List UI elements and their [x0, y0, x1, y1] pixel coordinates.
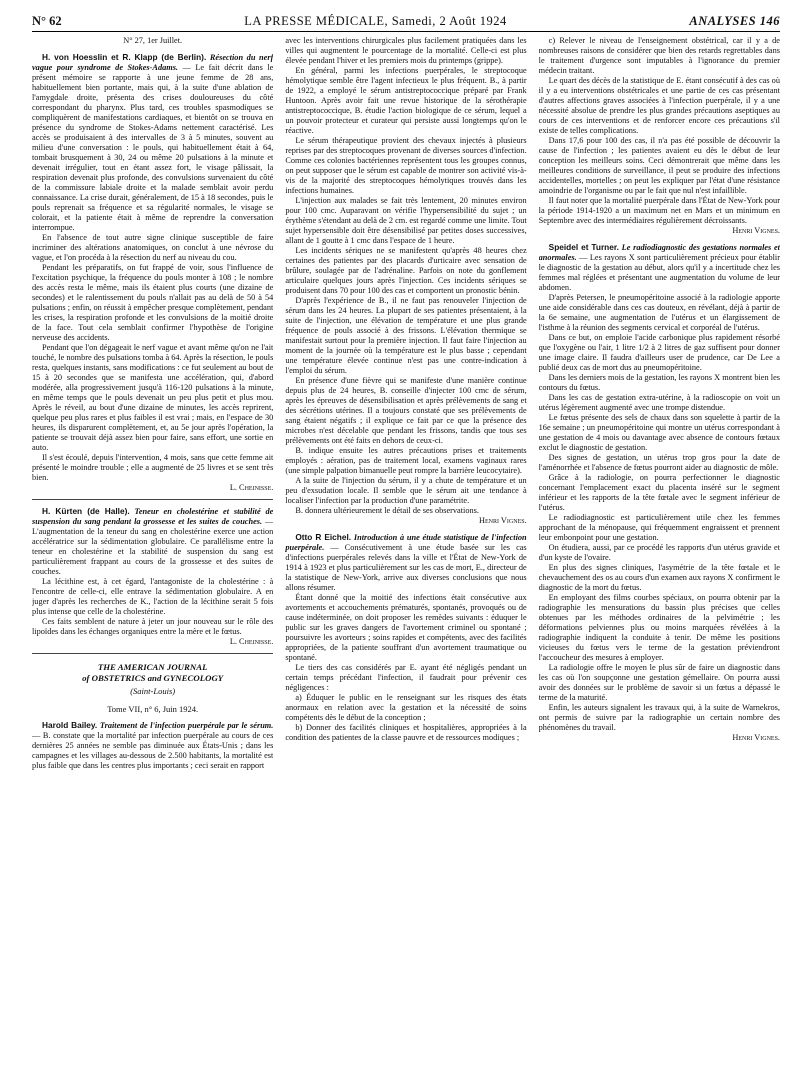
article-paragraph: Des signes de gestation, un utérus trop gros pour la date de l'aménorrhée et l'absence de fœtus pourront aider au diagnostic de môle. — [538, 453, 780, 472]
columns — [32, 36, 780, 1076]
article-paragraph: En l'absence de tout autre signe clinique susceptible de faire incriminer des altérations anatomiques, on conclut à une névrose du vague, et l'on procéda à la résection du nerf au niveau du cou. — [32, 233, 274, 262]
article-paragraph: Le sérum thérapeutique provient des chevaux injectés à plusieurs reprises par des streptocoques provenant de diverses sources d'infection. Comme ces colonies bactériennes représentent tous les groupes connus, on peut supposer que le sérum est capable de montrer son activité vis-à-vis de la majorité des streptocoques hémolytiques trouvés dans les infections humaines. — [285, 136, 527, 195]
article-paragraph: Le fœtus présente des sels de chaux dans son squelette à partir de la 16e semaine ; un pneumopéritoine qui montre un utérus correspondant à une gestation de 4 mois ou davantage avec absence de contours fœtaux exclut le diagnostic de gestation. — [538, 413, 780, 452]
article-paragraph: Dans ce but, on emploie l'acide carbonique plus rapidement résorbé que l'oxygène ou l'air, 1 litre 1/2 à 2 litres de gaz suffisent pour donner une image claire. Il faudra d'ailleurs user de prudence, car De Lee a publié deux cas de mort dus au pneumopéritoine. — [538, 333, 780, 372]
journal-tome: Tome VII, n° 6, Juin 1924. — [107, 704, 199, 714]
separator — [32, 499, 273, 500]
article-title: Introduction à une étude statistique de l'infection puerpérale. — [285, 533, 527, 552]
article-paragraph: En employant des films courbes spéciaux, on pourra obtenir par la radiographie les mensurations du bassin plus précises que celles obtenues par les méthodes ordinaires de la pelvimétrie ; les déformations pelviennes plus ou moins marquées révélées à la radiographie indiquent la conduite à tenir. De même les positions vicieuses du fœtus vers le terme de la gestation préviendront l'accoucheur des mesures à employer. — [538, 593, 780, 662]
article-title: Teneur en cholestérine et stabilité de suspension du sang pendant la grossesse et les suites de couches. — [32, 507, 274, 526]
article-paragraph: On étudiera, aussi, par ce procédé les rapports d'un utérus gravide et d'un kyste de l'ovaire. — [538, 543, 780, 562]
article-paragraph: Ces faits semblent de nature à jeter un jour nouveau sur le rôle des lipoïdes dans les échanges organiques entre la mère et le fœtus. — [32, 617, 274, 636]
article-paragraph: A la suite de l'injection du sérum, il y a chute de température et un peu d'exsudation locale. Il semble que le sérum ait une tendance à localiser l'infection par la production d'une paramétrite. — [285, 476, 527, 505]
article-paragraph: Le quart des décès de la statistique de E. étant consécutif à des cas où il y a eu interventions obstétricales et une partie de ces cas présentant d'autres affections graves associées à l'infection puerpérale, il y a une nécessité absolue de prendre les plus grandes précautions aseptiques au cours de ces interventions et de renforcer encore ces précautions s'il existe de telles complications. — [538, 76, 780, 135]
article-signature: Henri Vignes. — [732, 733, 780, 742]
article-text: — Les rayons X sont particulièrement précieux pour établir le diagnostic de la gestation au début, alors qu'il y a incertitude chez les femmes mal réglées et présentant une augmentation du volume de leur abdomen. — [538, 253, 780, 292]
article-paragraph: Dans 17,6 pour 100 des cas, il n'a pas été possible de découvrir la cause de l'infection ; les patientes avaient eu dès le début de leur conception les meilleurs soins. Ceci démontrerait que même dans les meilleures conditions de surveillance, il peut se produire des infections accidentelles, mortelles ; on peut les expliquer par l'état d'une résistance amoindrie de l'organisme ou par le fait que nul n'est infaillible. — [538, 136, 780, 195]
journal-city: (Saint-Louis) — [130, 686, 176, 696]
article-paragraph: Il s'est écoulé, depuis l'intervention, 4 mois, sans que cette femme ait présenté le moindre trouble ; elle a augmenté de 25 livres et se sent très bien. — [32, 453, 274, 482]
article-paragraph: Enfin, les auteurs signalent les travaux qui, à la suite de Warnekros, ont permis de suivre par la radiographie un certain nombre des phénomènes du travail. — [538, 703, 780, 732]
article-paragraph: Grâce à la radiologie, on pourra perfectionner le diagnostic concernant l'emplacement exact du placenta inséré sur le segment inférieur et les rapports de la tête fœtale avec le segment inférieur de l'utérus. — [538, 473, 780, 512]
article-paragraph: Les incidents sériques ne se manifestent qu'après 48 heures chez certaines des patientes par des placards d'urticaire avec sensation de brûlure, soulagée par de l'adrénaline. Parfois on note du gonflement articulaire quelques jours après l'injection. Ces incidents sériques se produisent dans 70 pour 100 des cas et comportent un pronostic bénin. — [285, 246, 527, 295]
journal-title: LA PRESSE MÉDICALE, Samedi, 2 Août 1924 — [244, 14, 507, 28]
separator — [32, 653, 273, 654]
article-bailey — [32, 720, 273, 771]
article-paragraph: Dans les cas de gestation extra-utérine, à la radioscopie on voit un utérus légèrement augmenté avec une trompe distendue. — [538, 393, 780, 412]
article-paragraph: Il faut noter que la mortalité puerpérale dans l'État de New-York pour la période 1914-1920 a un maximum net en Mars et un minimum en Septembre avec des intermédiaires régulièrement décroissants. — [538, 196, 780, 225]
article-speidel — [539, 242, 780, 743]
article-paragraph: Pendant les préparatifs, on fut frappé de voir, sous l'influence de l'excitation psychique, la fréquence du pouls monter à 108 ; le nombre des accès resta le même, mais ils étaient plus courts (une dizaine de secondes) et le ralentissement du pouls n'allait pas au delà de 50 à 54 pulsations ; enfin, on réussit à empêcher presque complètement, pendant les crises, la respiration profonde et les convulsions de la moitié droite de la face. Tout cela semblait confirmer l'hypothèse de l'origine nerveuse des accidents. — [32, 263, 274, 342]
article-paragraph: D'après l'expérience de B., il ne faut pas renouveler l'injection de sérum dans les 24 heures. La plupart de ses patientes présentaient, à la suite de l'injection, une élévation de température et une plus grande fréquence de pouls associé à des frissons. L'élévation thermique se manifestait surtout pour la première injection. Il faut faire l'injection au moment de la journée où la température est le plus basse ; cependant une température élevée continue n'est pas une contre-indication à l'emploi du sérum. — [285, 296, 527, 375]
article-text: — Consécutivement à une étude basée sur les cas d'infections puerpérales relevés dans la ville et l'État de New-York de 1914 à 1923 et plus particulièrement sur les cas de mort, E., directeur de la statistique de New-York, arrive aux diverses conclusions que nous allons résumer. — [285, 543, 527, 592]
article-paragraph: B. indique ensuite les autres précautions prises et traitements employés : aération, pas de traitement local, examens vaginaux rares (une simple palpation bimanuelle peut rompre la barrière leucocytaire). — [285, 446, 527, 475]
article-paragraph: Étant donné que la moitié des infections était consécutive aux avortements et accouchements prématurés, spontanés, provoqués ou de cause indéterminée, on doit proposer les remèdes suivants : éduquer le public sur les graves dangers de l'avortement criminel ou spontané ; poursuivre les avorteurs ; soins rapides et compétents, avec des facilités appropriées, de la patiente souffrant d'un avortement traumatique ou spontané. — [285, 593, 527, 662]
article-text: — Le fait décrit dans le présent mémoire se rapporte à une jeune femme de 28 ans, habituellement bien portante, mais qui, à la suite d'une ablation de l'amygdale droite, présenta des crises douloureuses du côté correspondant du pharynx. Plus tard, ces troubles spasmodiques se compliquèrent de manifestations cardiaques, et bientôt on se trouva en présence du syndrome de Stokes-Adams nettement caractérisé. Les accès se produisaient à des intervalles de 3 à 5 minutes, souvent au milieu d'une conversation : le pouls, qui habituellement était à 64, tombait brusquement à 30, 24 ou même 20 pulsations à la minute et devenait irrégulier, tout en étant assez fort, le visage pâlissait, la respiration devenait plus profonde, des convulsions survenaient du côté de la commissure labiale droite et la malade semblait avoir perdu connaissance. La crise durait, généralement, de 15 à 18 secondes, puis le pouls reprenait sa fréquence et sa régularité normales, le visage se colorait, et la patiente était à même de reprendre la conversation interrompue. — [32, 63, 274, 232]
article-paragraph: B. donnera ultérieurement le détail de ses observations. — [295, 506, 479, 515]
article-paragraph: a) Éduquer le public en le renseignant sur les risques des états anormaux en relation avec la gestation et la nécessité de soins compétents dès le début de la conception ; — [285, 693, 527, 722]
article-paragraph: Le radiodiagnostic est particulièrement utile chez les femmes approchant de la ménopause, qui fréquemment engraissent et prennent leur embonpoint pour une gestation. — [538, 513, 780, 542]
article-hoesslin — [32, 52, 273, 493]
issue-number: N° 62 — [32, 14, 62, 28]
column-1 — [32, 36, 273, 1076]
article-signature: L. Cheinisse. — [229, 483, 274, 492]
article-author: Harold Bailey. — [42, 720, 98, 730]
article-author: Speidel et Turner. — [548, 242, 619, 252]
column-2 — [285, 36, 526, 1076]
article-signature: Henri Vignes. — [732, 226, 780, 235]
article-text: — L'augmentation de la teneur du sang en cholestérine exerce une action accélératrice sur la sédimentation globulaire. Ce parallélisme entre la teneur en cholestérine et la stabilité de suspension du sang est particulièrement frappant au cours de la grossesse et des suites de couches. — [32, 517, 274, 576]
article-paragraph: En présence d'une fièvre qui se manifeste d'une manière continue depuis plus de 24 heures, B. conseille d'injecter 100 cmc de sérum, après les épreuves de désensibilisation et après prélèvements de sang et des sécrétions utérines. Il a toujours constaté que ses prélèvements de sang étaient négatifs ; il explique ce fait par ce que la présence des microbes n'est décelable que pendant les frissons, tandis que tous ses prélèvements ont été faits en dehors de ceux-ci. — [285, 376, 527, 445]
article-eichel — [285, 532, 526, 743]
article-kurten — [32, 506, 273, 647]
article-signature: Henri Vignes. — [479, 516, 527, 525]
article-paragraph: b) Donner des facilités cliniques et hospitalières, appropriées à la condition des patientes de la classe pauvre et de ressources modiques ; — [285, 723, 527, 742]
article-paragraph: En plus des signes cliniques, l'asymétrie de la tête fœtale et le chevauchement des os au cours d'un examen aux rayons X confirment le diagnostic de la mort du fœtus. — [538, 563, 780, 592]
article-paragraph: c) Relever le niveau de l'enseignement obstétrical, car il y a de nombreuses raisons de considérer que bien des retards regrettables dans le traitement d'urgence sont imputables à l'ignorance du premier médecin traitant. — [538, 36, 780, 75]
article-signature: L. Cheinisse. — [229, 637, 274, 646]
article-paragraph: En général, parmi les infections puerpérales, le streptocoque hémolytique semble être l'agent infectieux le plus fréquent. B., à partir de 1922, a employé le sérum antistreptococcique préparé par Frank Huntoon. Après avoir fait une revue historique de la sérothérapie antistreptococcique, B. étudie l'action biologique de ce sérum, lequel a un pouvoir protecteur et curateur qui persiste aussi longtemps qu'on le réactive. — [285, 66, 527, 135]
article-text: — B. constate que la mortalité par infection puerpérale au cours de ces dernières 25 années ne semble pas diminuée aux États-Unis ; dans les campagnes et les villages au-dessous de 2.500 habitants, la mortalité est plus faible que dans les centres plus importants ; ceci serait en rapport — [32, 731, 274, 770]
journal-name-line1: THE AMERICAN JOURNAL — [97, 662, 208, 672]
article-paragraph: Dans les derniers mois de la gestation, les rayons X montrent bien les contours du fœtus. — [538, 373, 780, 392]
article-title: Résection du nerf vague pour syndrome de Stokes-Adams. — [32, 53, 274, 72]
article-title: Le radiodiagnostic des gestations normales et anormales. — [538, 243, 780, 262]
article-author: H. von Hoesslin et R. Klapp (de Berlin). — [42, 52, 207, 62]
column-3 — [539, 36, 780, 1076]
article-paragraph: L'injection aux malades se fait très lentement, 20 minutes environ pour 100 cmc. Auparavant on vérifie l'hypersensibilité du sujet ; un érythème s'étendant au delà de 2 cm. est regardé comme une limite. Tout sujet hypersensible doit être désensibilisé par petites doses successives, allant de 1 goutte à 1 cmc dans l'espace de 1 heure. — [285, 196, 527, 245]
article-paragraph: D'après Petersen, le pneumopéritoine associé à la radiologie apporte une aide considérable dans ces cas douteux, en révélant, déjà à partir de la 6e semaine, une augmentation de l'utérus et un élargissement de l'isthme à la réunion des segments cervical et corporéal de l'utérus. — [538, 293, 780, 332]
journal-name-line2: of OBSTETRICS and GYNECOLOGY — [82, 673, 224, 683]
page-header — [32, 14, 780, 32]
issue-date: N° 27, 1er Juillet. — [123, 36, 183, 45]
article-author: Otto R Eichel. — [295, 532, 352, 542]
section-name: ANALYSES — [689, 14, 757, 28]
page-number: 146 — [759, 14, 780, 28]
section-page — [689, 14, 780, 29]
article-author: H. Kürten (de Halle). — [42, 506, 130, 516]
article-paragraph: La lécithine est, à cet égard, l'antagoniste de la cholestérine : à l'encontre de celle-ci, elle entrave la sédimentation globulaire. A en juger d'après les recherches de K., l'action de la lécithine serait 5 fois plus intense que celle de la cholestérine. — [32, 577, 274, 616]
article-title: Traitement de l'infection puerpérale par le sérum. — [99, 721, 274, 730]
article-paragraph: Pendant que l'on dégageait le nerf vague et avant même qu'on ne l'ait touché, le nombre des pulsations tomba à 64. Après la résection, le pouls resta, quelques instants, sans modifications : ce fut seulement au bout de 15 à 20 secondes que se manifesta une accélération, qui, d'abord modérée, alla progressivement jusqu'à 116-120 pulsations à la minute, en même temps que le pouls devenait un peu plus petit et plus mou. Après le réveil, au bout d'une dizaine de minutes, les accès reprirent, quelque peu plus rares et plus faibles il est vrai ; mais, en l'espace de 30 heures, ils disparurent complètement, et, au 5e jour après l'opération, la patiente se trouvait déjà assez bien pour faire, sans effort, une sortie en auto. — [32, 343, 274, 452]
article-paragraph: avec les interventions chirurgicales plus facilement pratiquées dans les villes qui augmentent le pourcentage de la mortalité. Celle-ci est plus élevée pendant l'hiver et les premiers mois du printemps (grippe). — [285, 36, 527, 65]
article-paragraph: Le tiers des cas considérés par E. ayant été négligés pendant un certain temps précédant l'infection, il faudrait pour prévenir ces négligences : — [285, 663, 527, 692]
article-paragraph: La radiologie offre le moyen le plus sûr de faire un diagnostic dans les cas où l'on soupçonne une gestation gémellaire. On pourra aussi avoir des données sur le problème de savoir si un fœtus a dépassé le terme de la maturité. — [538, 663, 780, 702]
